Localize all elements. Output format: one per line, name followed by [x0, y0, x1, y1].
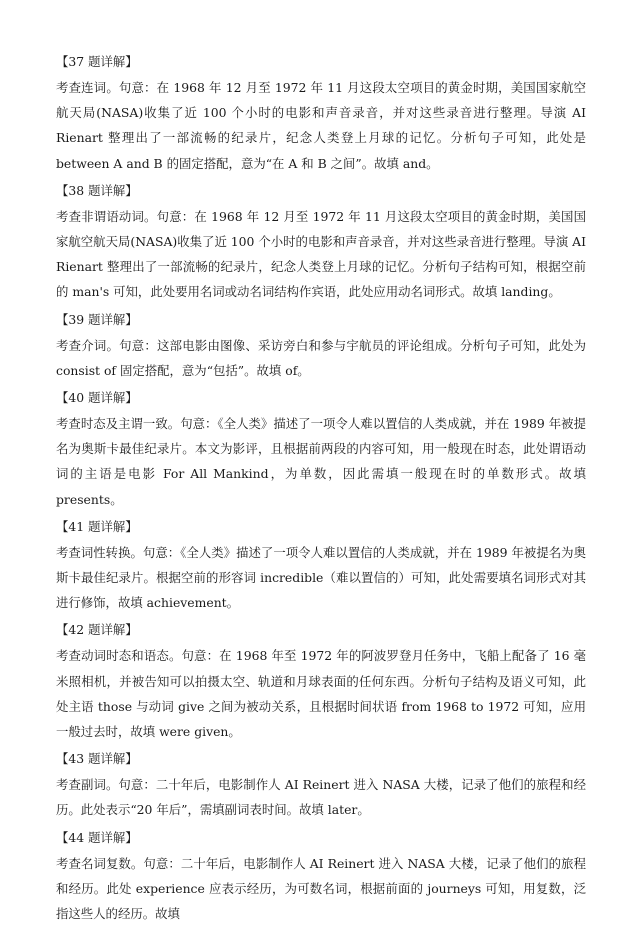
section-40 — [56, 384, 586, 512]
section-heading: 【39 题详解】 — [56, 311, 138, 327]
section-heading: 【42 题详解】 — [56, 622, 138, 638]
section-heading: 【43 题详解】 — [56, 751, 138, 767]
section-heading: 【37 题详解】 — [56, 54, 138, 69]
section-body: 考查连词。句意：在 1968 年 12 月至 1972 年 11 月这段太空项目的黄金时期，美国国家航空航天局(NASA)收集了近 100 个小时的电影和声音录音，并对这些录音进行整理。导演 AI Rienart 整理出了一部流畅的纪录片，纪念人类登上月球的记忆。分析句子可知，此处是 between A and B 的固定搭配，意为“在 A 和 B 之间”。故填 and。 — [56, 80, 586, 171]
section-heading: 【38 题详解】 — [56, 182, 138, 198]
section-heading: 【41 题详解】 — [56, 518, 138, 534]
section-44 — [56, 824, 586, 926]
section-42 — [56, 616, 586, 744]
section-43 — [56, 745, 586, 822]
section-body: 考查副词。句意：二十年后，电影制作人 AI Reinert 进入 NASA 大楼，记录了他们的旅程和经历。此处表示“20 年后”，需填副词表时间。故填 later。 — [56, 777, 586, 818]
section-body: 考查动词时态和语态。句意：在 1968 年至 1972 年的阿波罗登月任务中，飞船上配备了 16 毫米照相机，并被告知可以拍摄太空、轨道和月球表面的任何东西。分析句子结构及语义可知，此处主语 those 与动词 give 之间为被动关系，且根据时间状语 from 1968 to 1972 可知，应用一般过去时，故填 were given。 — [56, 648, 586, 740]
section-body: 考查时态及主谓一致。句意：《全人类》描述了一项令人难以置信的人类成就，并在 1989 年被提名为奥斯卡最佳纪录片。本文为影评，且根据前两段的内容可知，用一般现在时态，此处谓语动词的主语是电影 For All Mankind，为单数，因此需填一般现在时的单数形式。故填 presents。 — [56, 416, 586, 507]
section-heading: 【40 题详解】 — [56, 390, 138, 406]
section-body: 考查介词。句意：这部电影由图像、采访旁白和参与宇航员的评论组成。分析句子可知，此处为 consist of 固定搭配，意为“包括”。故填 of。 — [56, 337, 586, 378]
section-38 — [56, 177, 586, 305]
section-41 — [56, 513, 586, 616]
section-37 — [56, 48, 586, 176]
section-heading: 【44 题详解】 — [56, 829, 138, 845]
section-39 — [56, 306, 586, 383]
section-body: 考查名词复数。句意：二十年后，电影制作人 AI Reinert 进入 NASA 大楼，记录了他们的旅程和经历。此处 experience 应表示经历，为可数名词，根据前面的 journeys 可知，用复数，泛指这些人的经历。故填 — [56, 855, 586, 922]
section-body: 考查词性转换。句意：《全人类》描述了一项令人难以置信的人类成就，并在 1989 年被提名为奥斯卡最佳纪录片。根据空前的形容词 incredible（难以置信的）可知，此处需要填名词形式对其进行修饰，故填 achievement。 — [56, 544, 586, 611]
section-body: 考查非谓语动词。句意：在 1968 年 12 月至 1972 年 11 月这段太空项目的黄金时期，美国国家航空航天局(NASA)收集了近 100 个小时的电影和声音录音，并对这些录音进行整理。导演 AI Rienart 整理出了一部流畅的纪录片，纪念人类登上月球的记忆。分析句子结构可知，根据空前的 man's 可知，此处要用名词或动名词结构作宾语，此处应用动名词形式。故填 landing。 — [56, 208, 586, 300]
